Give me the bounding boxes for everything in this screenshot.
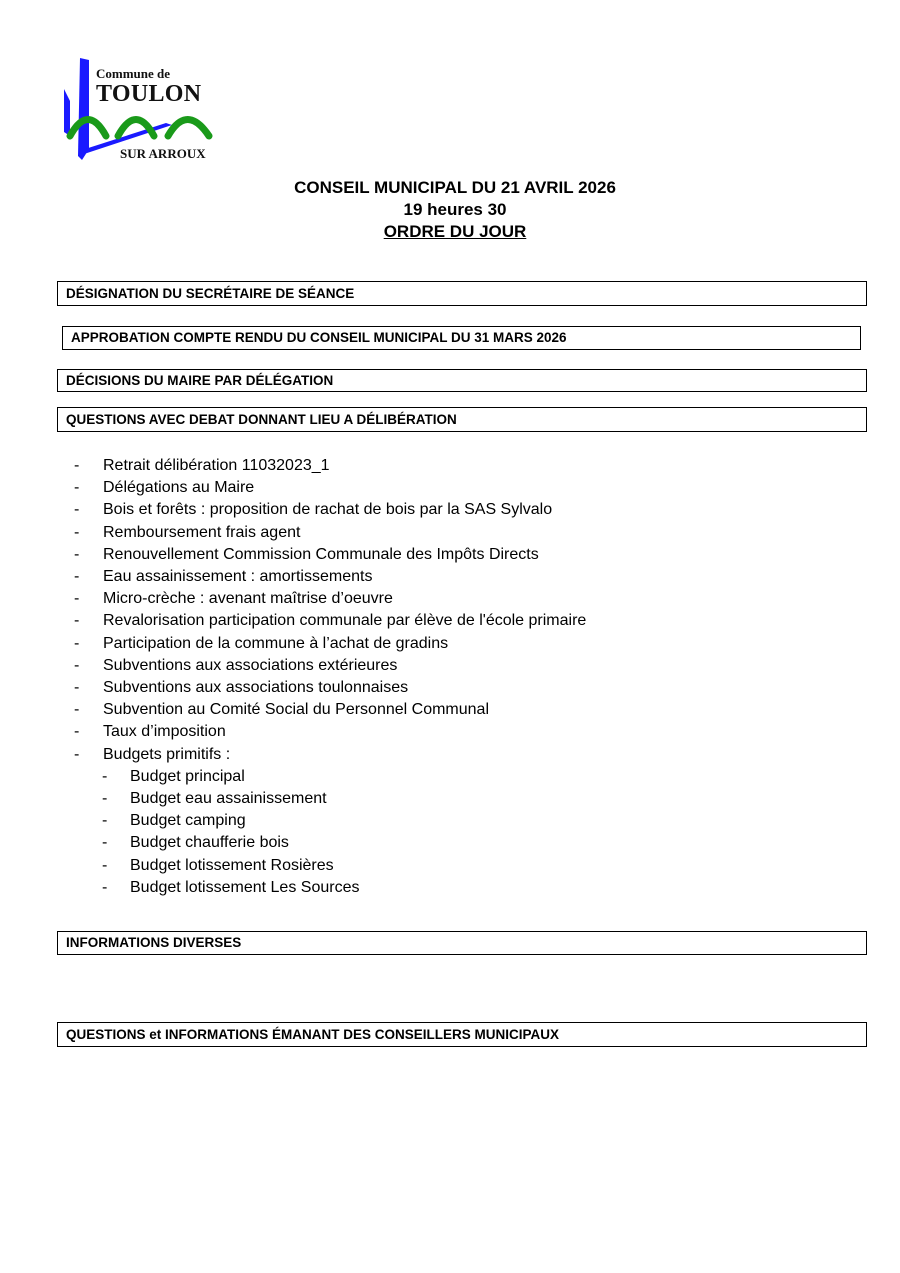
list-dash: - [74, 545, 80, 563]
list-item-text: Subventions aux associations toulonnaises [103, 679, 409, 697]
list-dash: - [74, 656, 80, 674]
list-dash: - [74, 612, 80, 630]
section-questions-conseillers: QUESTIONS et INFORMATIONS ÉMANANT DES CONSEILLERS MUNICIPAUX [57, 1022, 867, 1047]
list-dash: - [102, 812, 108, 830]
list-item [74, 721, 586, 743]
list-item-text: Eau assainissement : amortissements [103, 568, 373, 586]
sub-list-item-text: Budget camping [130, 812, 246, 830]
section-decisions-maire: DÉCISIONS DU MAIRE PAR DÉLÉGATION [57, 369, 867, 392]
section-questions-debat: QUESTIONS AVEC DEBAT DONNANT LIEU A DÉLIBÉRATION [57, 407, 867, 432]
list-dash: - [74, 457, 80, 474]
section-secretaire: DÉSIGNATION DU SECRÉTAIRE DE SÉANCE [57, 281, 867, 306]
sub-list-item [74, 788, 586, 810]
list-dash: - [74, 568, 80, 586]
list-item-text: Retrait délibération 11032023_1 [103, 457, 330, 474]
list-dash: - [74, 523, 80, 541]
list-item [74, 455, 586, 477]
sub-list-item-text: Budget principal [130, 767, 245, 785]
agenda-list [74, 455, 586, 899]
list-dash: - [74, 590, 80, 608]
sub-list-item-text: Budget eau assainissement [130, 790, 327, 808]
list-dash: - [74, 745, 80, 763]
list-item [74, 744, 586, 766]
list-dash: - [74, 701, 80, 719]
list-item-text: Remboursement frais agent [103, 523, 301, 541]
list-item [74, 655, 586, 677]
list-dash: - [74, 634, 80, 652]
sub-list-item [74, 877, 586, 899]
logo-commune-de: Commune de [96, 66, 171, 81]
sub-list-item [74, 810, 586, 832]
list-item-text: Subventions aux associations extérieures [103, 656, 398, 674]
sub-list-item-text: Budget lotissement Rosières [130, 856, 334, 874]
list-item-text: Micro-crèche : avenant maîtrise d’oeuvre [103, 590, 393, 608]
list-item-text: Délégations au Maire [103, 479, 255, 497]
sub-list-item [74, 855, 586, 877]
list-item-text: Revalorisation participation communale par élève de l'école primaire [103, 612, 587, 630]
list-item [74, 499, 586, 521]
logo-sur-arroux: SUR ARROUX [120, 146, 206, 161]
list-item [74, 566, 586, 588]
list-item [74, 699, 586, 721]
list-item [74, 588, 586, 610]
meeting-time: 19 heures 30 [403, 200, 507, 219]
sub-list-item-text: Budget chaufferie bois [130, 834, 289, 852]
list-dash: - [102, 878, 108, 896]
list-dash: - [74, 723, 80, 741]
agenda-heading: ORDRE DU JOUR [383, 222, 527, 241]
list-dash: - [74, 501, 80, 519]
list-item-text: Taux d’imposition [103, 723, 226, 741]
list-dash: - [102, 856, 108, 874]
list-item [74, 477, 586, 499]
list-item [74, 677, 586, 699]
list-item-text: Subvention au Comité Social du Personnel Communal [103, 701, 489, 719]
section-approbation: APPROBATION COMPTE RENDU DU CONSEIL MUNICIPAL DU 31 MARS 2026 [62, 326, 861, 350]
sub-list-item [74, 766, 586, 788]
list-dash: - [74, 479, 80, 497]
list-item-text: Participation de la commune à l’achat de gradins [103, 634, 449, 652]
sub-list-item-text: Budget lotissement Les Sources [130, 878, 360, 896]
section-informations-diverses: INFORMATIONS DIVERSES [57, 931, 867, 955]
list-item [74, 522, 586, 544]
list-dash: - [74, 679, 80, 697]
list-item [74, 610, 586, 632]
logo-toulon: TOULON [96, 81, 202, 107]
list-item-text: Bois et forêts : proposition de rachat de bois par la SAS Sylvalo [103, 501, 553, 519]
meeting-title: CONSEIL MUNICIPAL DU 21 AVRIL 2026 [294, 178, 616, 197]
list-item [74, 544, 586, 566]
list-dash: - [102, 790, 108, 808]
list-item-text: Renouvellement Commission Communale des Impôts Directs [103, 545, 539, 563]
list-item [74, 633, 586, 655]
commune-logo [62, 56, 232, 166]
sub-list-item [74, 832, 586, 854]
list-dash: - [102, 767, 108, 785]
list-item-text: Budgets primitifs : [103, 745, 231, 763]
list-dash: - [102, 834, 108, 852]
